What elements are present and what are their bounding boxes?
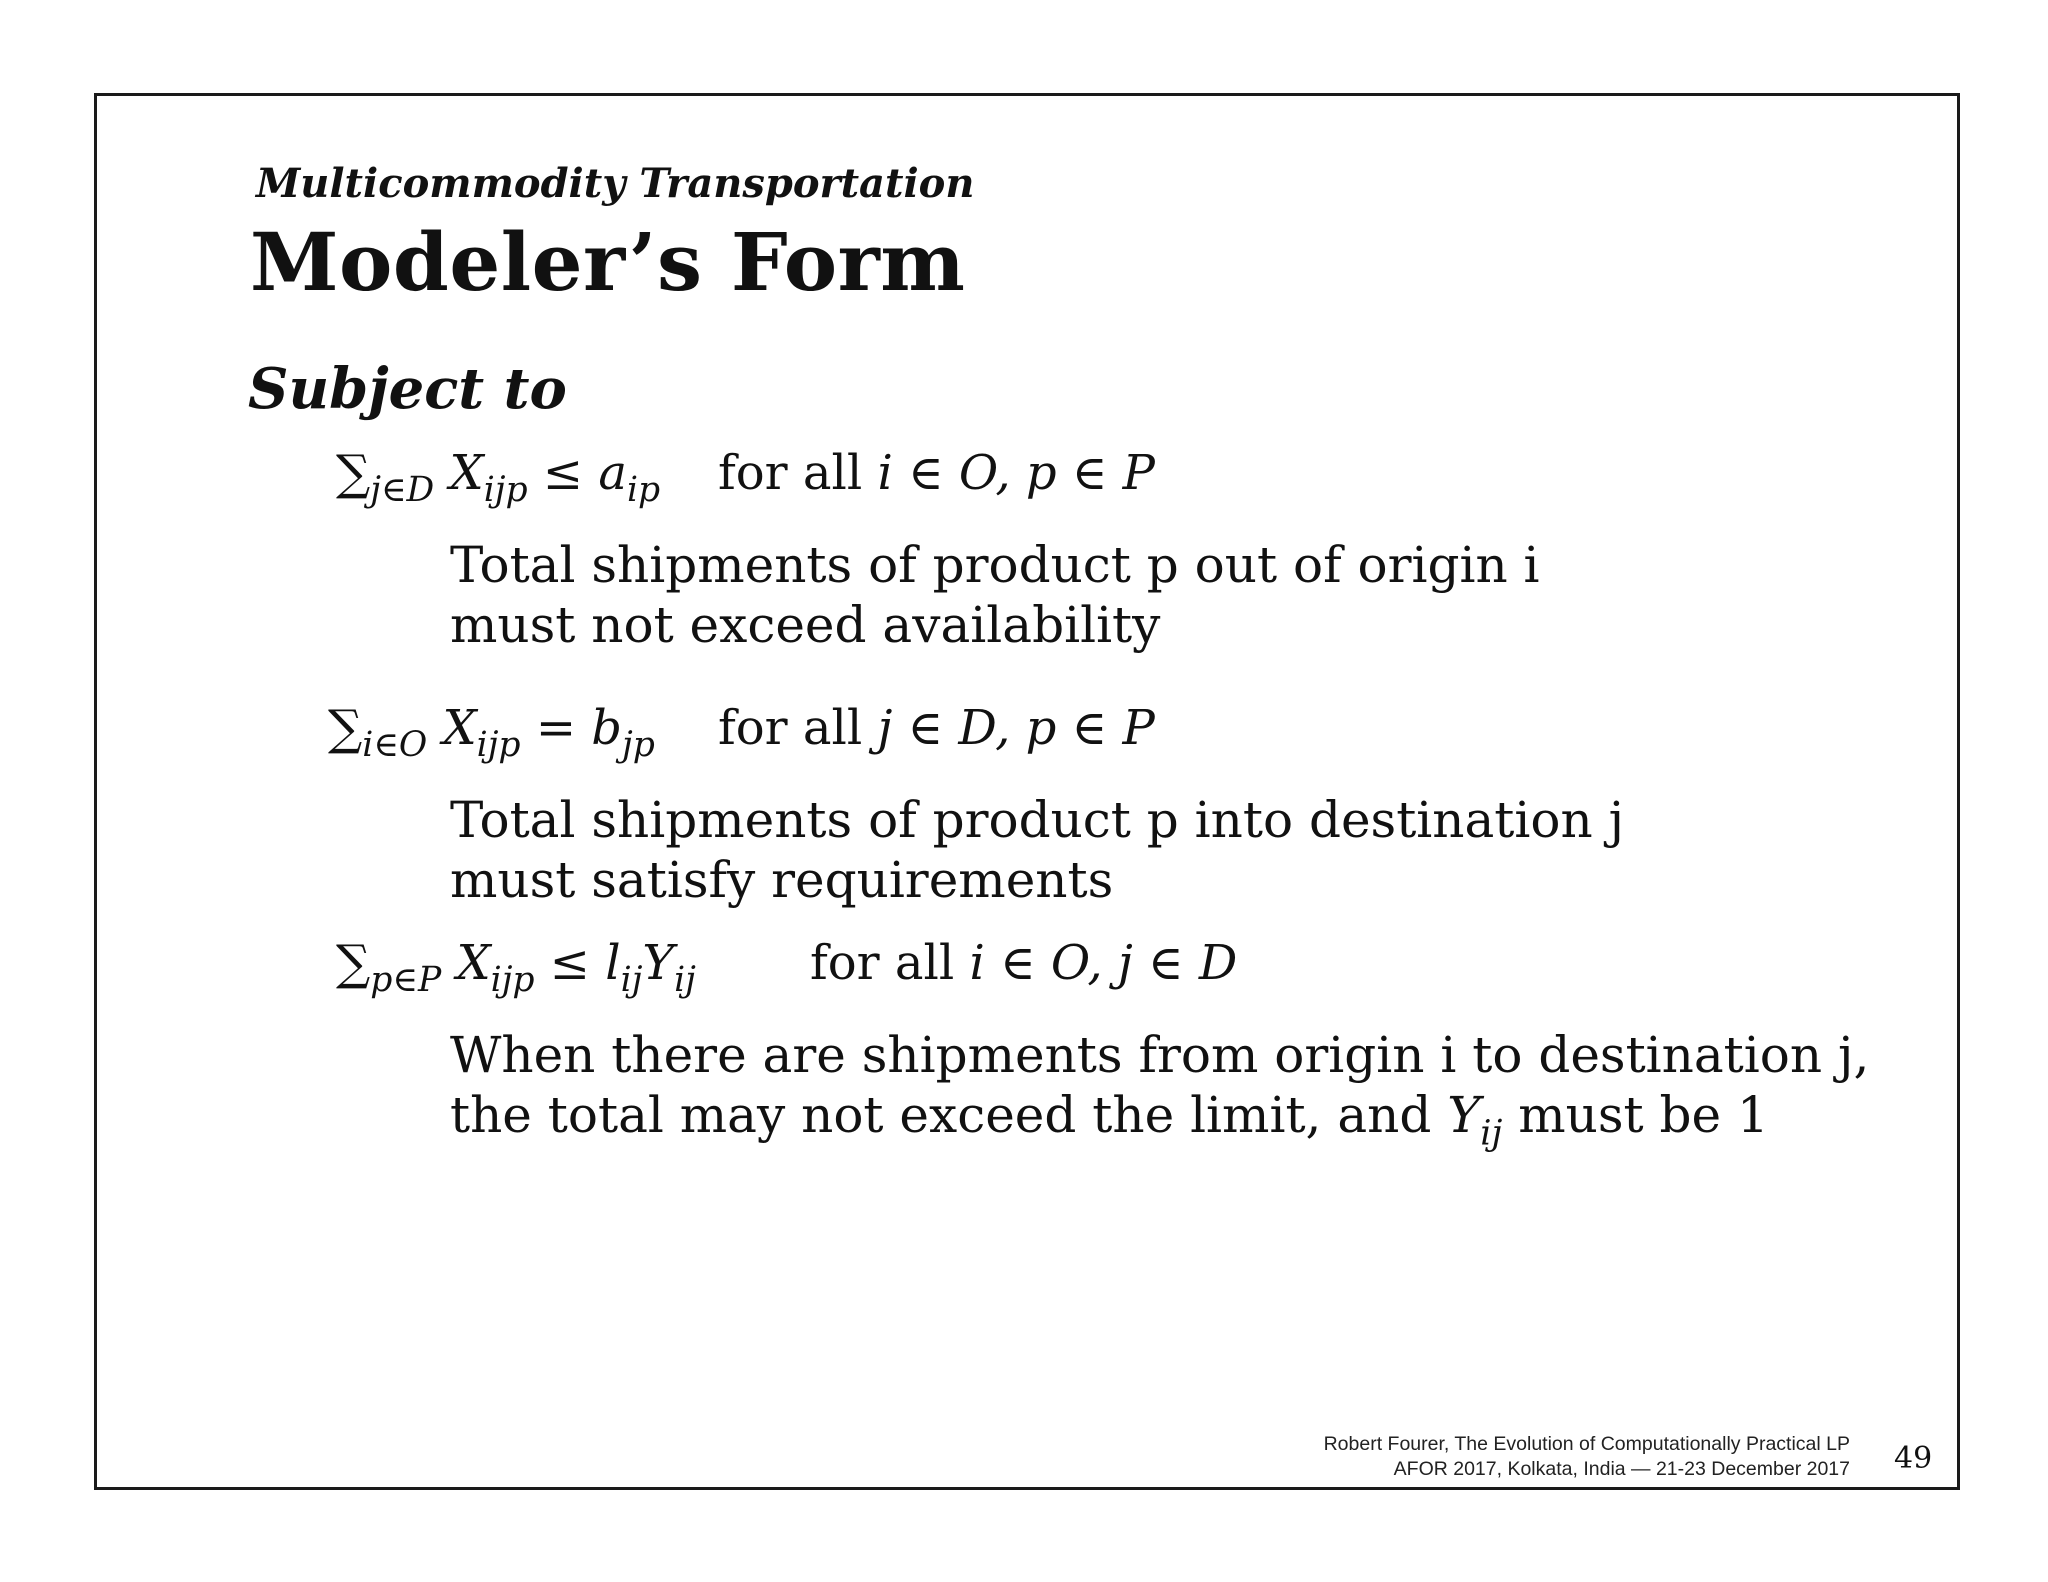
page-number: 49 — [1894, 1441, 1933, 1476]
constraint-2-formula: $\sum_{i\in O}$ $X_{ijp} = b_{jp}$ — [328, 700, 655, 766]
section-heading: Subject to — [248, 356, 567, 422]
constraint-1-domain: for all i ∈ O, p ∈ P — [718, 445, 1155, 501]
constraint-2-domain: for all j ∈ D, p ∈ P — [718, 700, 1155, 756]
constraint-1-description: Total shipments of product p out of origin i must not exceed availability — [450, 536, 1540, 654]
constraint-3-formula: $\sum_{p\in P}$ $X_{ijp} \le l_{ij}Y_{ij}$ — [336, 935, 696, 1001]
constraint-2-description: Total shipments of product p into destination j must satisfy requirements — [450, 791, 1625, 909]
constraint-3-description: When there are shipments from origin i to destination j, the total may not exceed the limit, and $Y_{ij}$ must be 1 — [450, 1026, 1870, 1154]
slide-title: Modeler’s Form — [250, 215, 966, 309]
constraint-1-formula: $\sum_{j\in D}$ $X_{ijp} \le a_{ip}$ — [336, 445, 661, 511]
constraint-3-domain: for all i ∈ O, j ∈ D — [810, 935, 1238, 991]
slide-footer: Robert Fourer, The Evolution of Computationally Practical LP AFOR 2017, Kolkata, India — 21-23 December 2017 — [1323, 1433, 1850, 1480]
slide-subtitle: Multicommodity Transportation — [256, 160, 975, 207]
